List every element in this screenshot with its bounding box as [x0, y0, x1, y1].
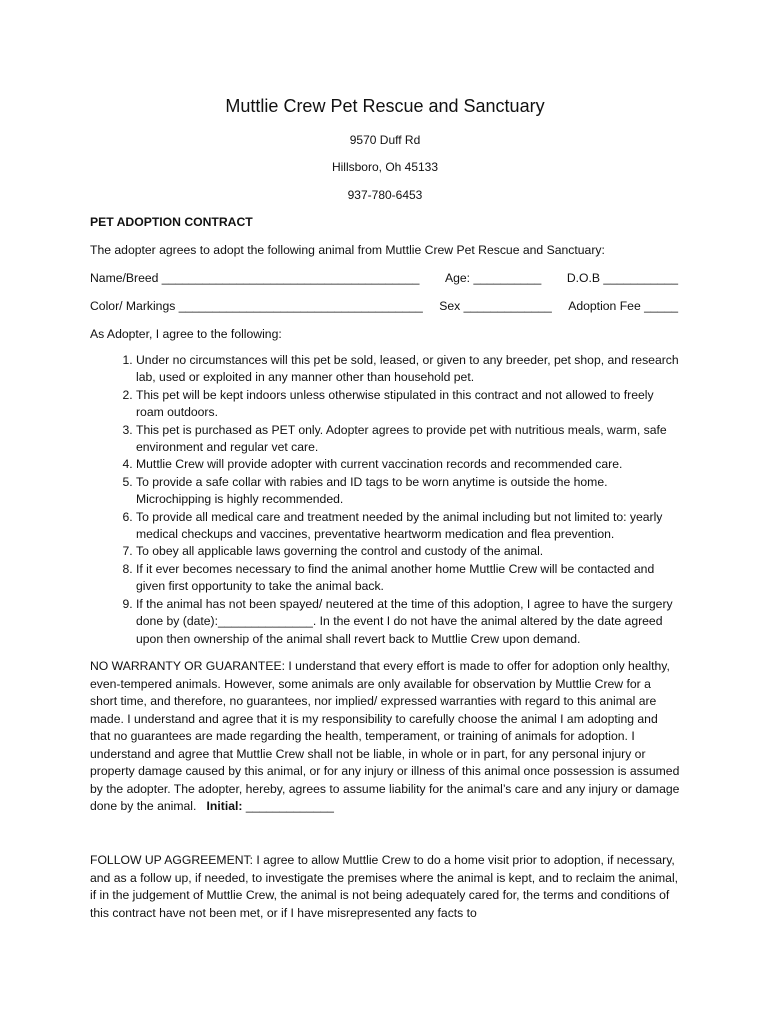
initial-field[interactable]: _____________	[245, 799, 334, 813]
term-item: 4. Muttlie Crew will provide adopter with current vaccination records and recommended care.	[136, 456, 680, 473]
term-item: 1. Under no circumstances will this pet be sold, leased, or given to any breeder, pet shop, and research lab, used or exploited in any manner other than household pet.	[136, 352, 680, 387]
agree-lead: As Adopter, I agree to the following:	[90, 327, 282, 341]
contract-intro: The adopter agrees to adopt the following animal from Muttlie Crew Pet Rescue and Sanctuary:	[90, 243, 605, 257]
dob-field[interactable]: D.O.B ___________	[566, 271, 678, 285]
page-title: Muttlie Crew Pet Rescue and Sanctuary	[225, 96, 545, 116]
warranty-paragraph	[90, 658, 680, 816]
terms-list	[90, 352, 680, 648]
term-item: 7. To obey all applicable laws governing the control and custody of the animal.	[136, 543, 680, 560]
term-item: 9. If the animal has not been spayed/ neutered at the time of this adoption, I agree to have the surgery done by (date):______________. In the event I do not have the animal altered by the date agreed upon then ownership of the animal shall revert back to Muttlie Crew upon demand.	[136, 596, 680, 648]
name-breed-field[interactable]: Name/Breed ______________________________________	[90, 271, 420, 285]
sex-field[interactable]: Sex _____________	[439, 299, 552, 313]
term-item: 6. To provide all medical care and treatment needed by the animal including but not limited to: yearly medical checkups and vaccines, preventative heartworm medication and flea prevention.	[136, 509, 680, 544]
contract-heading: PET ADOPTION CONTRACT	[90, 215, 253, 229]
city-address: Hillsboro, Oh 45133	[331, 160, 439, 174]
term-item: 8. If it ever becomes necessary to find the animal another home Muttlie Crew will be contacted and given first opportunity to take the animal back.	[136, 561, 680, 596]
initial-label: Initial:	[206, 799, 243, 813]
animal-info-row-2	[90, 298, 678, 315]
street-address: 9570 Duff Rd	[349, 133, 421, 147]
warranty-text: NO WARRANTY OR GUARANTEE: I understand that every effort is made to offer for adoption only healthy, even-tempered animals. However, some animals are only available for observation by Muttlie Crew for a short time, and therefore, no guarantees, nor implied/ expressed warranties with regard to this animal are made. I understand and agree that it is my responsibility to carefully choose the animal I am adopting and that no guarantees are made regarding the health, temperament, or training of animals for adoption. I understand and agree that Muttlie Crew shall not be liable, in whole or in part, for any personal injury or property damage caused by this animal, or for any injury or illness of this animal once possession is assumed by the adopter. The adopter, hereby, agrees to assume liability for the animal’s care and any injury or damage done by the animal.	[90, 659, 680, 813]
term-item: 5. To provide a safe collar with rabies and ID tags to be worn anytime is outside the home. Microchipping is highly recommended.	[136, 474, 680, 509]
followup-paragraph: FOLLOW UP AGGREEMENT: I agree to allow Muttlie Crew to do a home visit prior to adoption, if necessary, and as a follow up, if needed, to investigate the premises where the animal is kept, and to reclaim the animal, if in the judgement of Muttlie Crew, the animal is not being adequately cared for, the terms and conditions of this contract have not been met, or if I have misrepresented any facts to	[90, 853, 679, 920]
color-markings-field[interactable]: Color/ Markings ____________________________________	[90, 299, 423, 313]
animal-info-row-1	[90, 270, 678, 287]
age-field[interactable]: Age: __________	[444, 271, 542, 285]
adoption-fee-field[interactable]: Adoption Fee _____	[568, 299, 678, 313]
term-item: 3. This pet is purchased as PET only. Adopter agrees to provide pet with nutritious meals, warm, safe environment and regular vet care.	[136, 422, 680, 457]
term-item: 2. This pet will be kept indoors unless otherwise stipulated in this contract and not allowed to freely roam outdoors.	[136, 387, 680, 422]
phone-number: 937-780-6453	[347, 188, 423, 202]
